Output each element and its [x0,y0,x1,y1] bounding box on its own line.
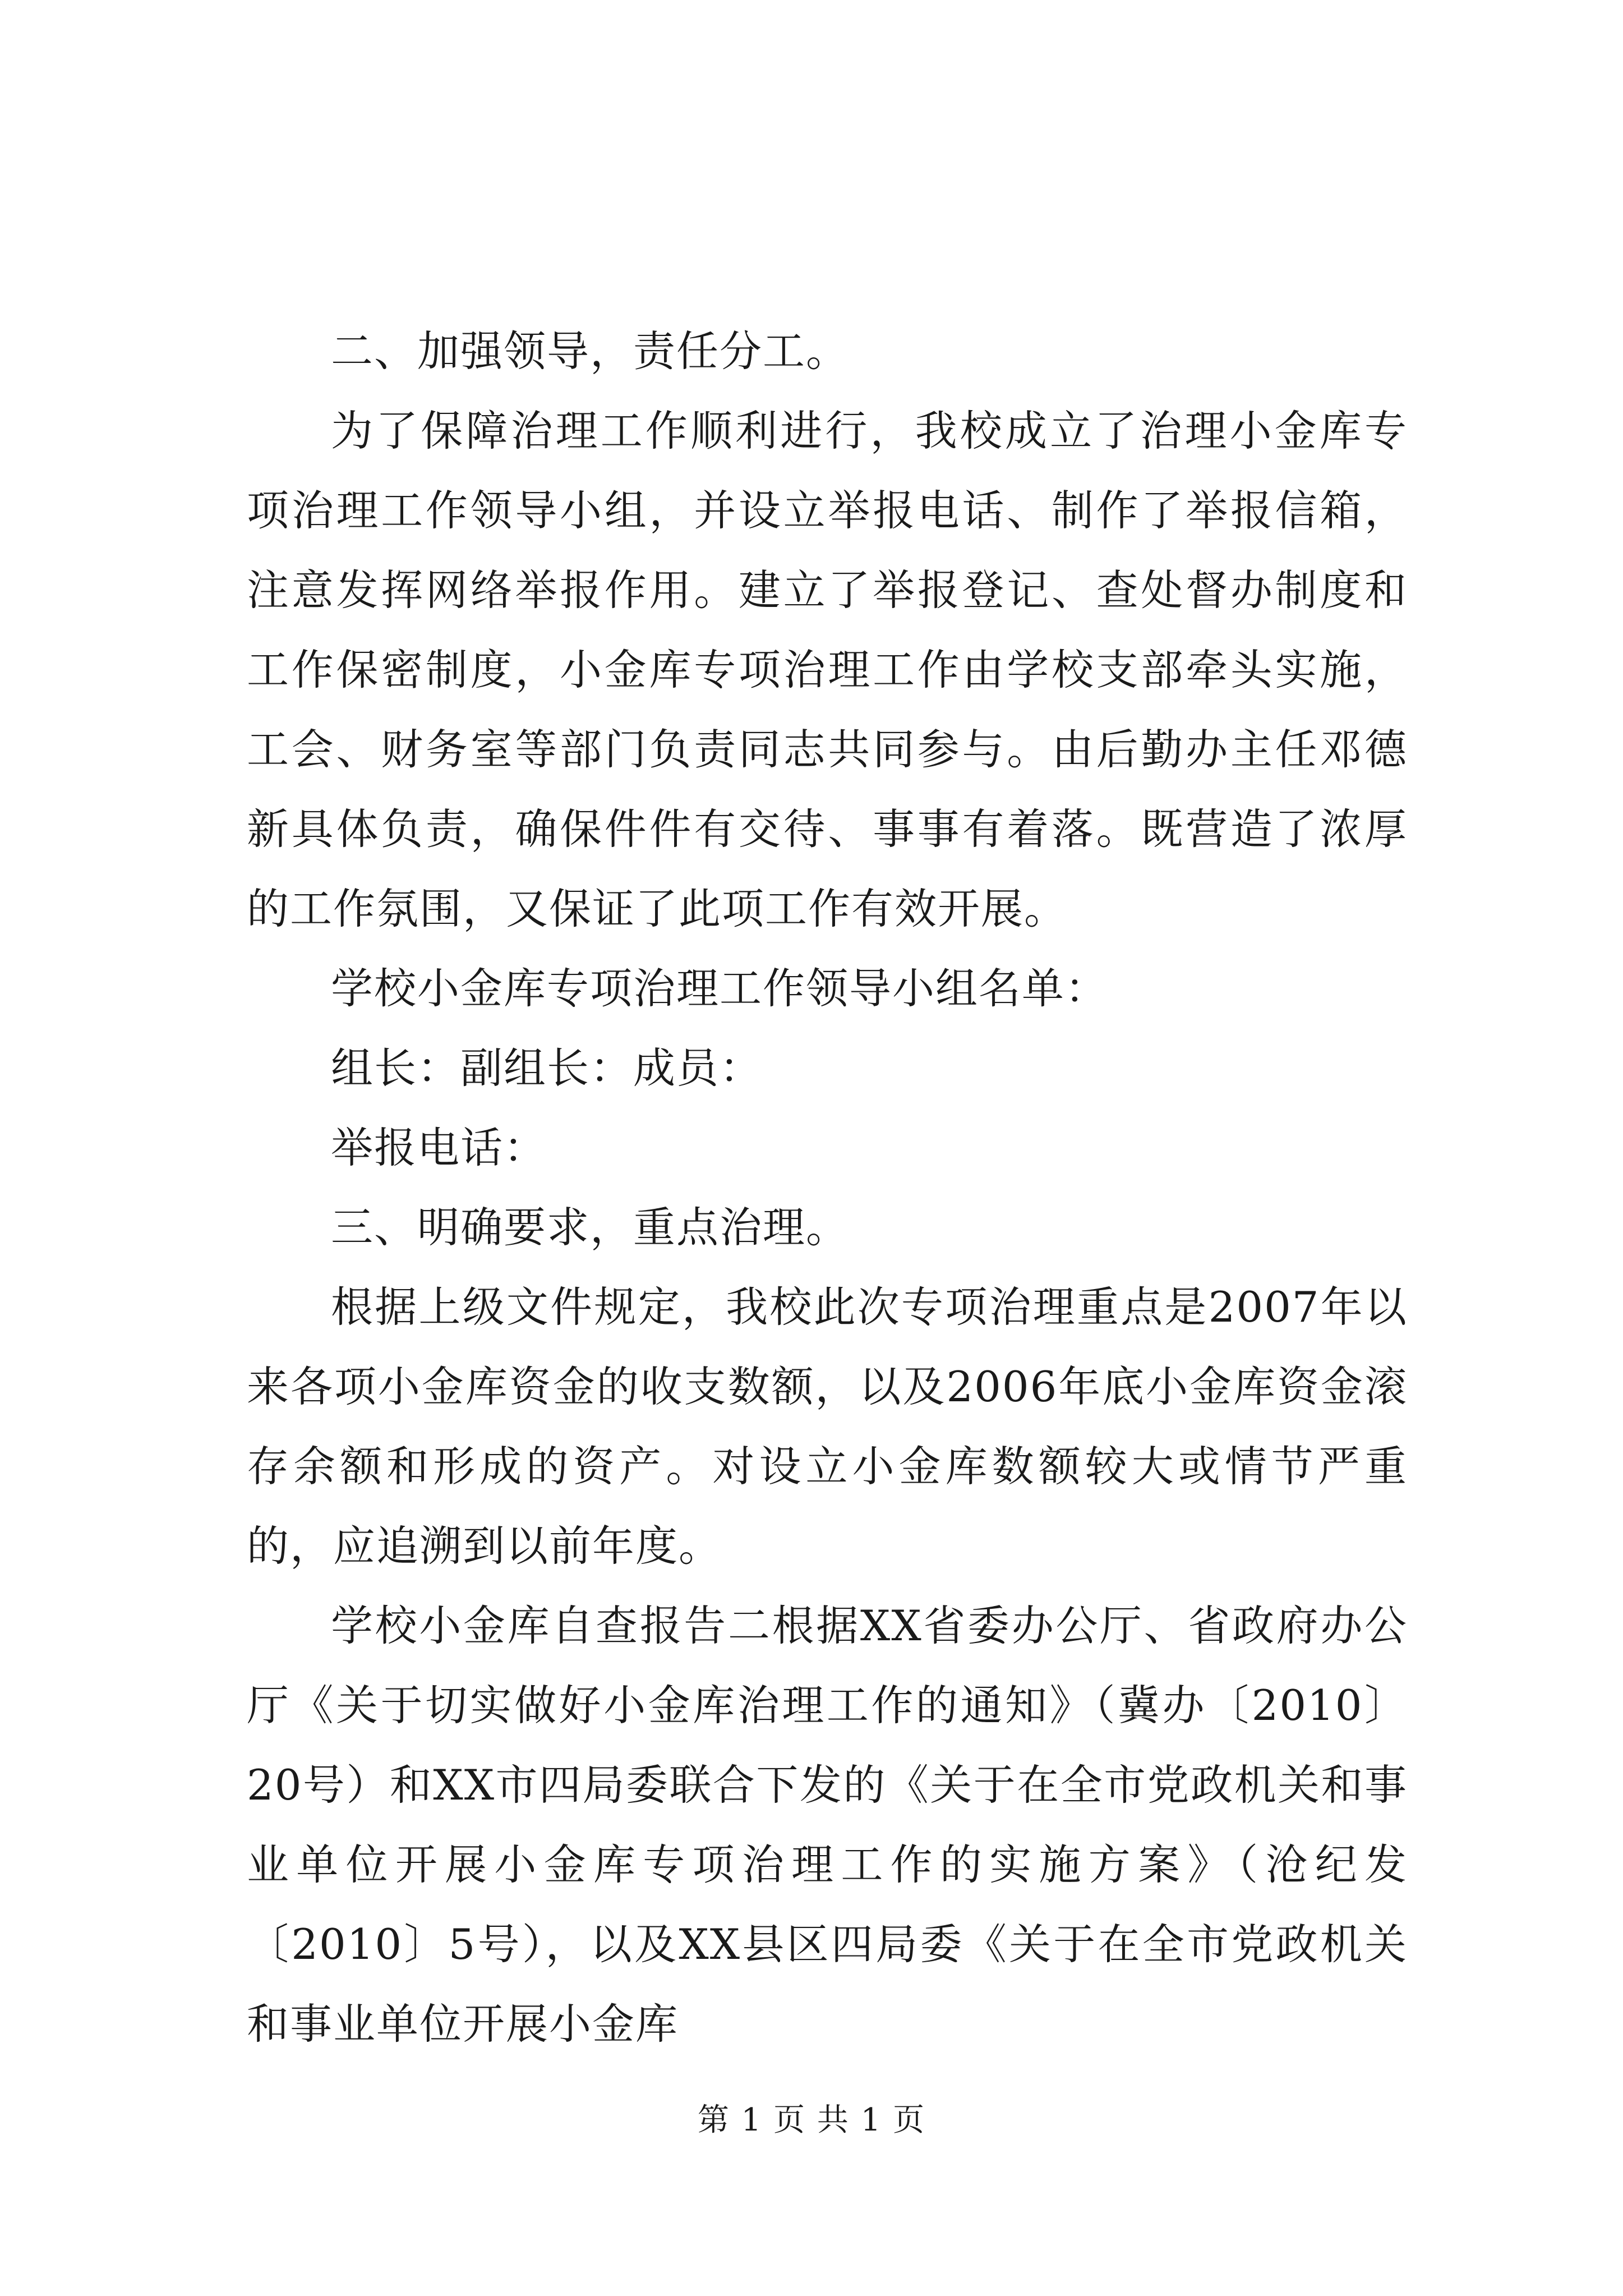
paragraph-focus: 根据上级文件规定，我校此次专项治理重点是2007年以来各项小金库资金的收支数额，以及2006年底小金库资金滚存余额和形成的资产。对设立小金库数额较大或情节严重的，应追溯到以前年度。 [247,1282,1408,1571]
page-footer: 第 1 页 共 1 页 [697,2102,926,2138]
paragraph-leadership-group: 为了保障治理工作顺利进行，我校成立了治理小金库专项治理工作领导小组，并设立举报电话、制作了举报信箱，注意发挥网络举报作用。建立了举报登记、查处督办制度和工作保密制度，小金库专项治理工作由学校支部牵头实施，工会、财务室等部门负责同志共同参与。由后勤办主任邓德新具体负责，确保件件有交待、事事有着落。既营造了浓厚的工作氛围，又保证了此项工作有效开展。 [247,406,1408,933]
leadership-list-heading: 学校小金库专项治理工作领导小组名单： [331,964,1109,1013]
section-heading-requirements: 三、明确要求，重点治理。 [331,1203,850,1252]
report-phone-line: 举报电话： [331,1123,547,1172]
section-heading-leadership: 二、加强领导，责任分工。 [331,326,850,376]
paragraph-self-report-two: 学校小金库自查报告二根据XX省委办公厅、省政府办公厅《关于切实做好小金库治理工作的通知》（冀办〔2010〕20号）和XX市四局委联合下发的《关于在全市党政机关和事业单位开展小金库专项治理工作的实施方案》（沧纪发〔2010〕5号），以及XX县区四局委《关于在全市党政机关和事业单位开展小金库 [247,1601,1408,2049]
document-body [247,311,1408,2064]
leadership-roles-line: 组长：副组长：成员： [331,1043,763,1093]
